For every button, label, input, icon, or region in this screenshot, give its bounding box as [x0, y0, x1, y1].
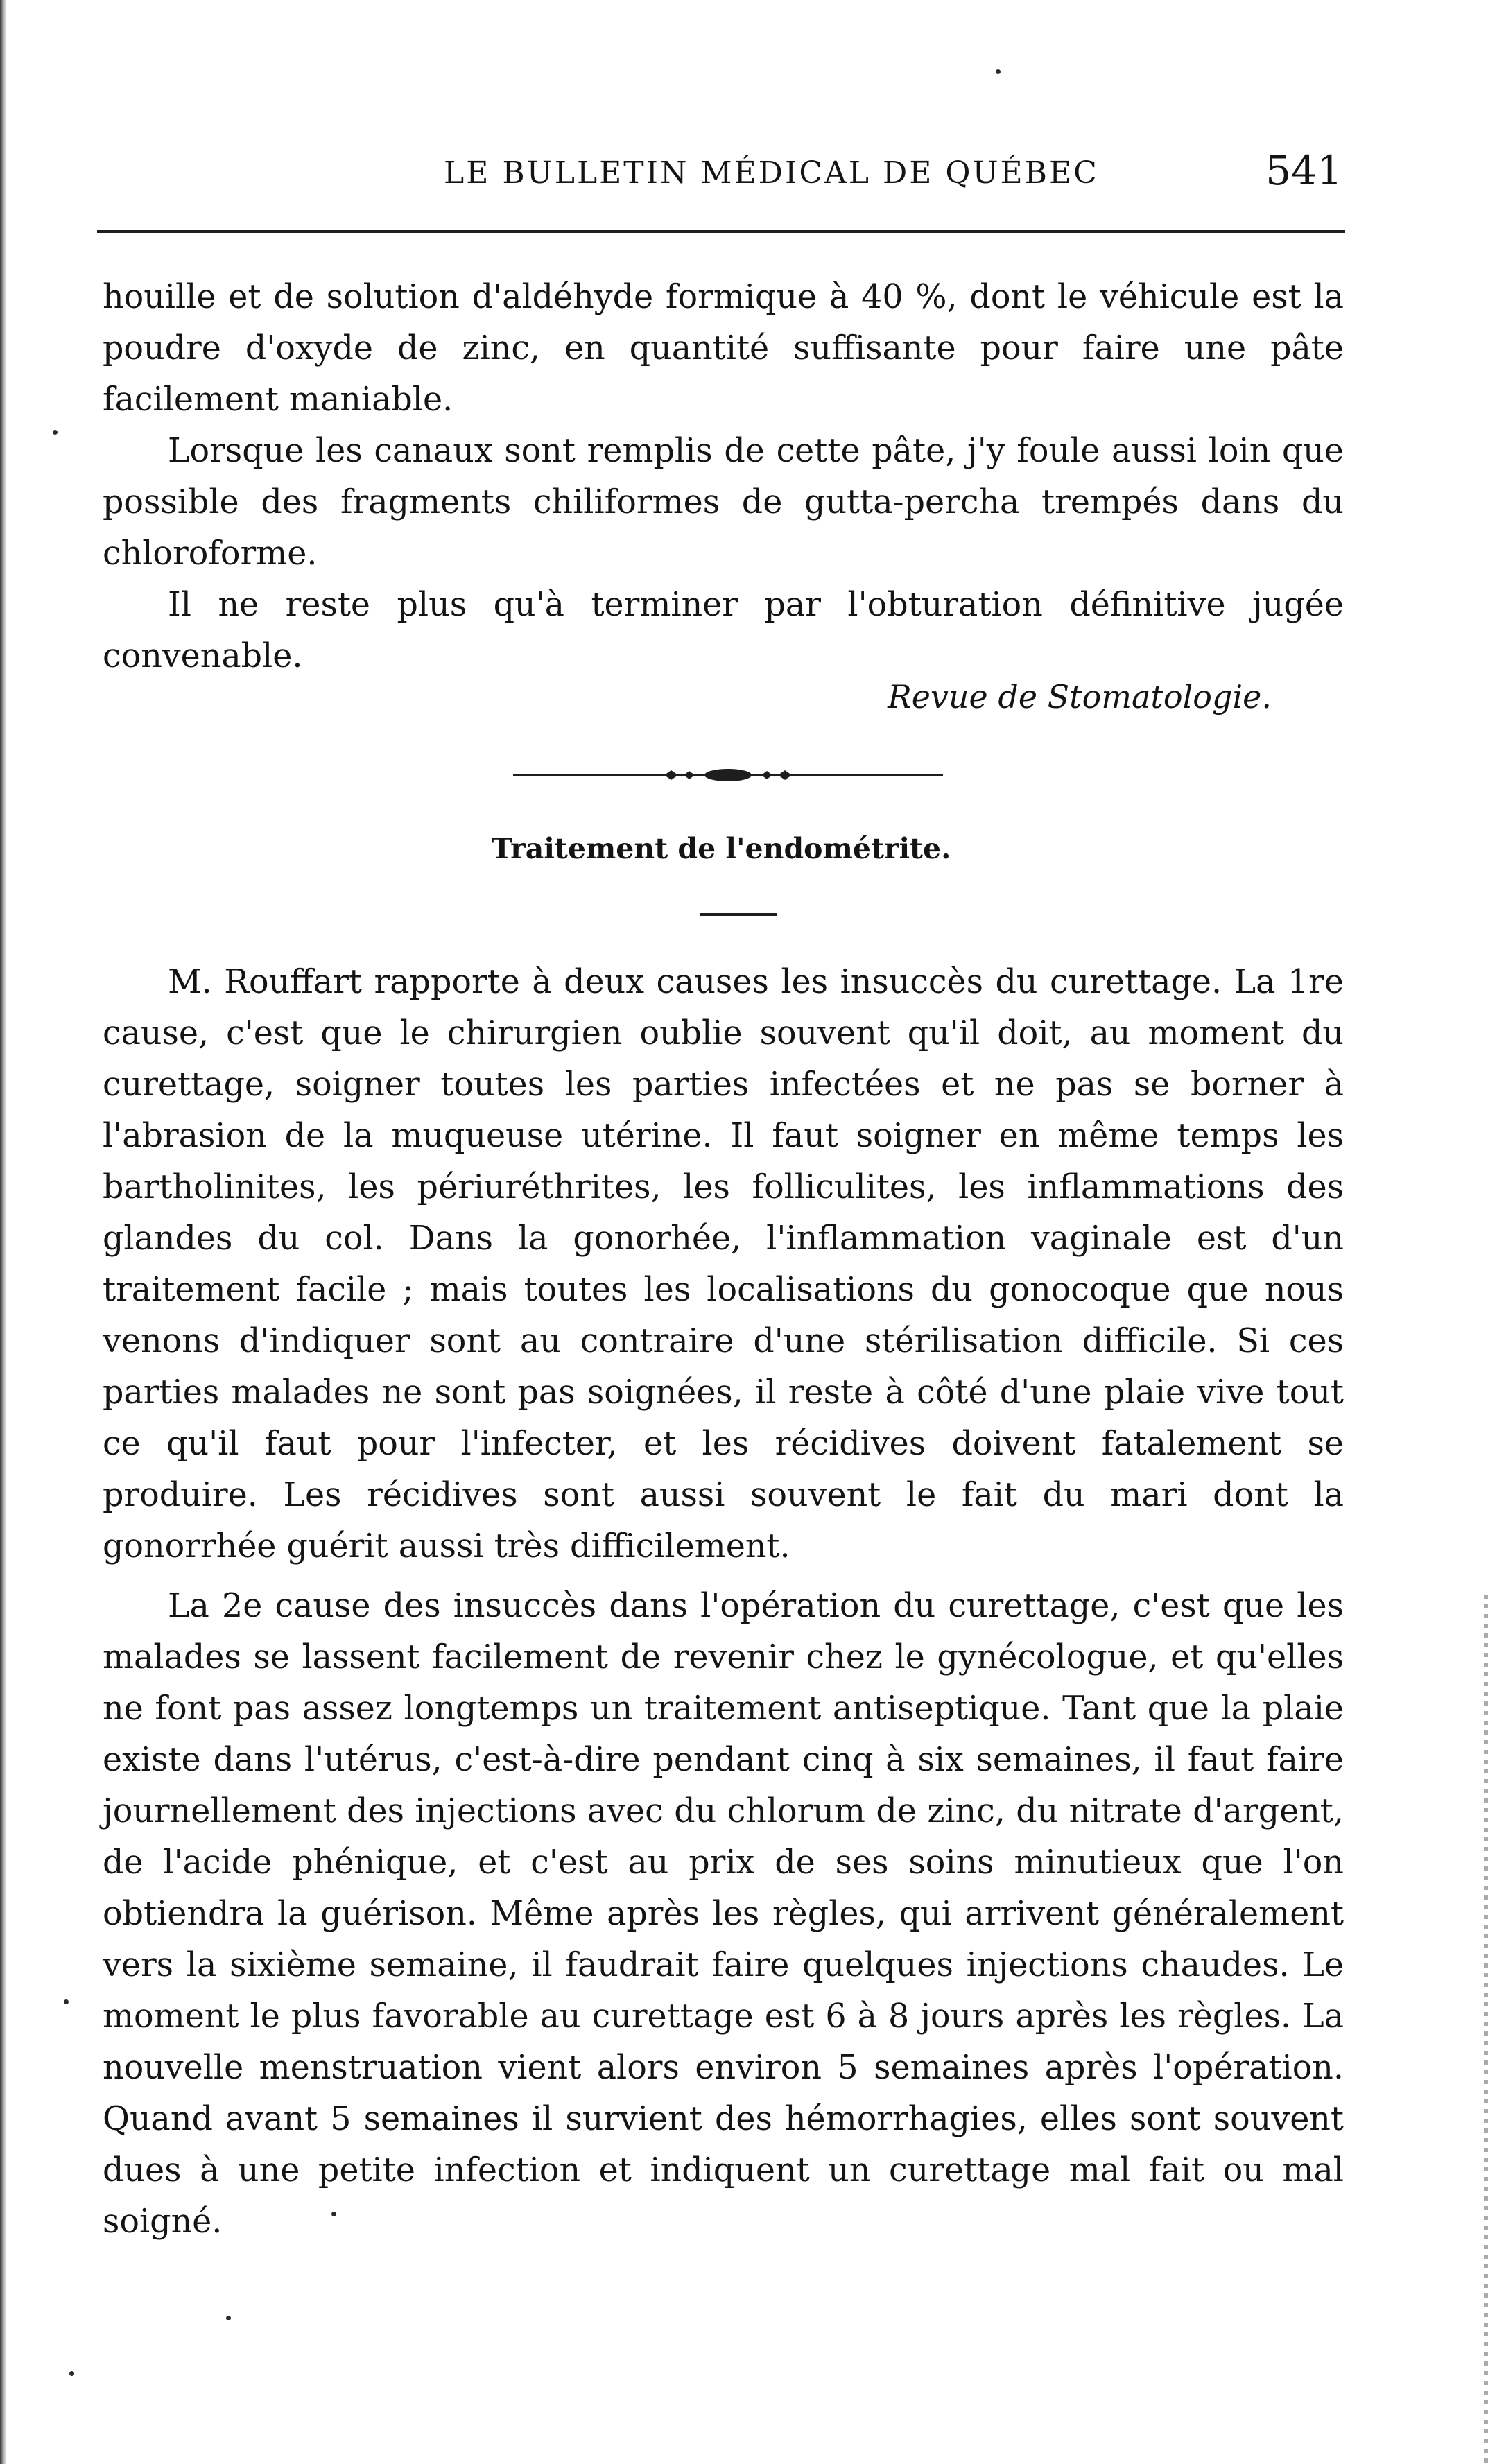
header-rule — [97, 230, 1345, 233]
previous-article-paragraph-2: Lorsque les canaux sont remplis de cette pâte, j'y foule aussi loin que possible des fragments chiliformes de gutta-percha trempés dans du chloroforme. — [103, 432, 1344, 573]
page-edge-shadow — [0, 0, 7, 2464]
ink-speck — [996, 69, 1001, 74]
ink-speck — [64, 1999, 69, 2004]
ink-speck — [226, 2316, 231, 2320]
page-number: 541 — [1265, 147, 1342, 194]
source-citation: Revue de Stomatologie. — [888, 678, 1272, 715]
ink-speck — [331, 2212, 336, 2216]
previous-article-paragraph-3: Il ne reste plus qu'à terminer par l'obturation définitive jugée convenable. — [103, 586, 1344, 675]
running-title: LE BULLETIN MÉDICAL DE QUÉBEC — [444, 155, 1099, 191]
ink-speck — [69, 2371, 74, 2376]
title-rule — [700, 913, 777, 916]
page-header — [97, 137, 1345, 200]
article-paragraph-1: M. Rouffart rapporte à deux causes les insuccès du curettage. La 1re cause, c'est que le chirurgien oublie souvent qu'il doit, au moment du curettage, soigner toutes les parties infectées et ne pas se borner à l'abrasion de la muqueuse utérine. Il faut soigner en même temps les bartholinites, les périuréthrites, les folliculites, les inflammations des glandes du col. Dans la gonorhée, l'inflammation vaginale est d'un traitement facile ; mais toutes les localisations du gonocoque que nous venons d'indiquer sont au contraire d'une stérilisation difficile. Si ces parties malades ne sont pas soignées, il reste à côté d'une plaie vive tout ce qu'il faut pour l'infecter, et les récidives doivent fatalement se produire. Les récidives sont aussi souvent le fait du mari dont la gonorrhée guérit aussi très difficilement. — [103, 963, 1344, 1565]
section-divider-ornament — [513, 765, 943, 785]
article-title: Traitement de l'endométrite. — [491, 832, 951, 865]
previous-article-paragraph-1: houille et de solution d'aldéhyde formique à 40 %, dont le véhicule est la poudre d'oxyde de zinc, en quantité suffisante pour faire une pâte facilement maniable. — [103, 278, 1344, 419]
article-paragraph-2: La 2e cause des insuccès dans l'opération du curettage, c'est que les malades se lassent facilement de revenir chez le gynécologue, et qu'elles ne font pas assez longtemps un traitement antiseptique. Tant que la plaie existe dans l'utérus, c'est-à-dire pendant cinq à six semaines, il faut faire journellement des injections avec du chlorum de zinc, du nitrate d'argent, de l'acide phénique, et c'est au prix de ses soins minutieux que l'on obtiendra la guérison. Même après les règles, qui arrivent généralement vers la sixième semaine, il faudrait faire quelques injections chaudes. Le moment le plus favorable au curettage est 6 à 8 jours après les règles. La nouvelle menstruation vient alors environ 5 semaines après l'opération. Quand avant 5 semaines il survient des hémorrhagies, elles sont souvent dues à une petite infection et indiquent un curettage mal fait ou mal soigné. — [103, 1587, 1344, 2241]
page-edge-dots — [1484, 1595, 1488, 2464]
ink-speck — [53, 430, 58, 435]
